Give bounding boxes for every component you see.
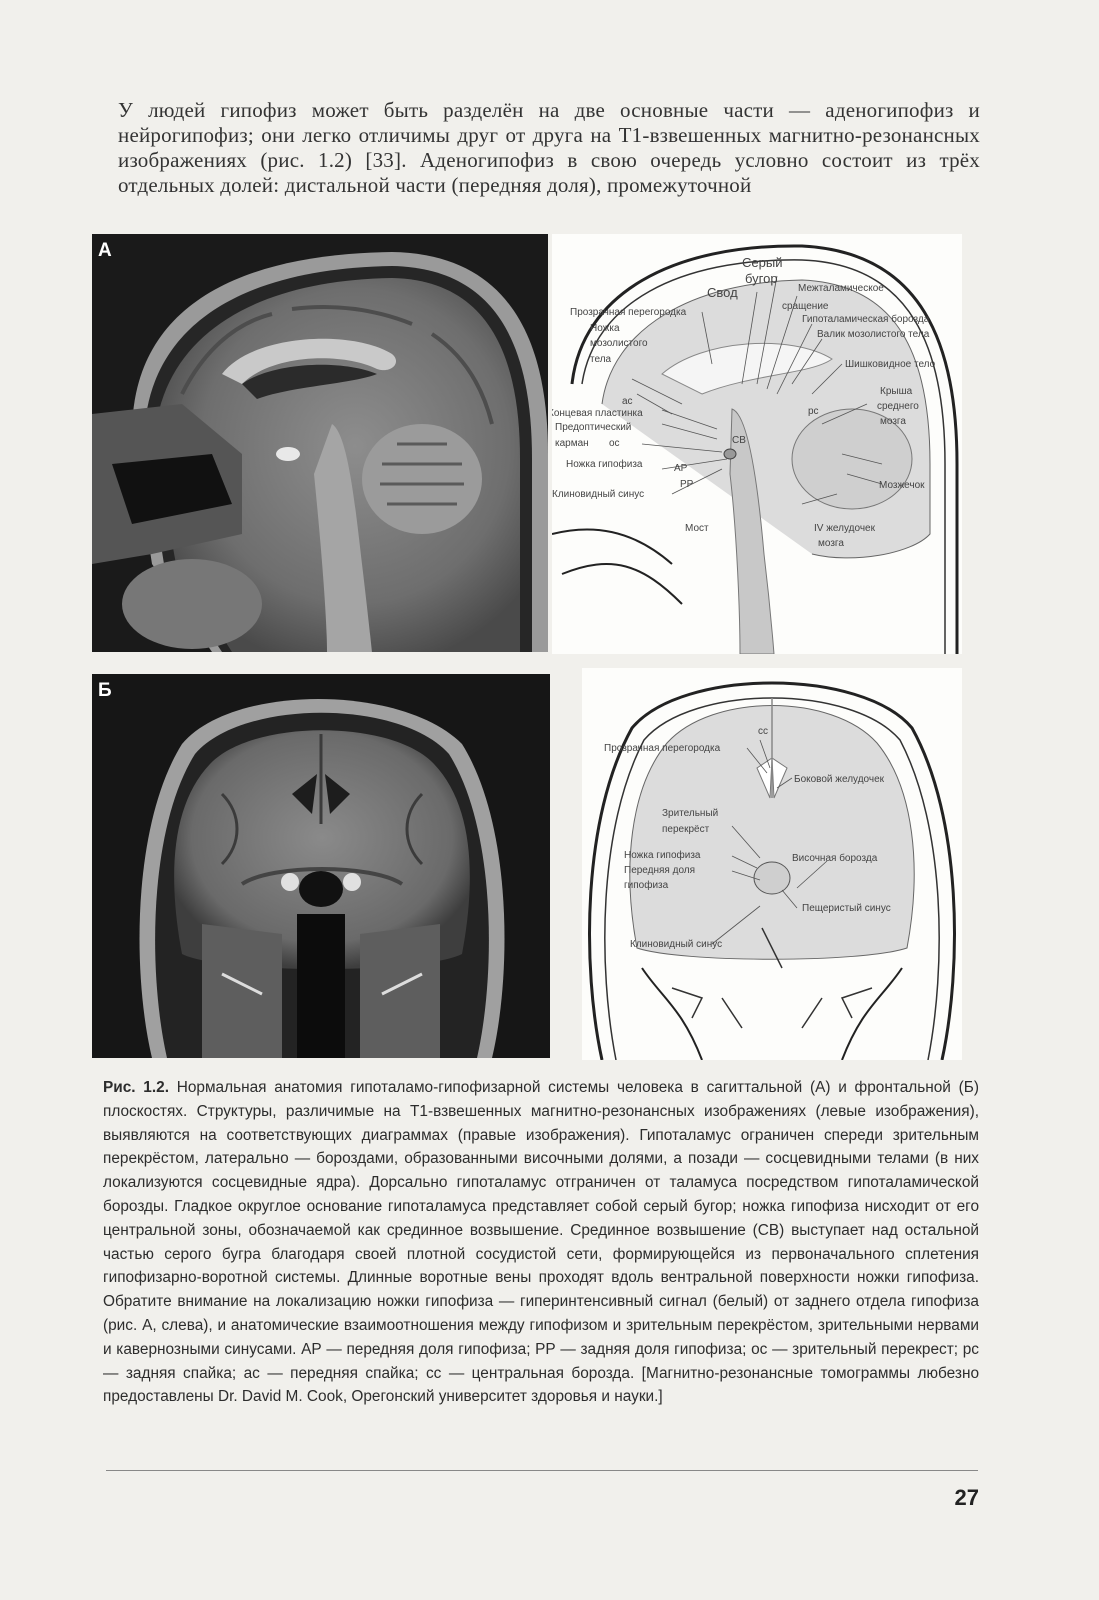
- label-zrit-2: перекрёст: [662, 824, 710, 835]
- label-pesch: Пещеристый синус: [802, 903, 891, 914]
- diagram-sagittal-drawing: [552, 234, 962, 654]
- label-mozzhechok: Мозжечок: [879, 480, 925, 491]
- mri-coronal-drawing: [92, 674, 550, 1058]
- label-gipotalam-boroz: Гипоталамическая борозда: [802, 314, 930, 325]
- label-iv-1: IV желудочек: [814, 523, 875, 534]
- mri-sagittal-image: [92, 234, 548, 652]
- label-klin: Клиновидный синус: [552, 489, 645, 500]
- label-pp: РР: [680, 479, 694, 490]
- page-number: 27: [954, 1485, 979, 1510]
- label-nozhka-gip: Ножка гипофиза: [566, 459, 643, 470]
- label-most: Мост: [685, 523, 709, 534]
- label-peredn-2: гипофиза: [624, 880, 669, 891]
- label-krysha-3: мозга: [880, 416, 906, 427]
- footer-rule: [106, 1470, 978, 1471]
- label-svod: Свод: [707, 285, 738, 300]
- label-shishkovid: Шишковидное тело: [845, 359, 936, 370]
- label-zrit-1: Зрительный: [662, 808, 719, 819]
- label-srashchenie: сращение: [782, 301, 829, 312]
- figure-caption-text: Нормальная анатомия гипоталамо-гипофизарной системы человека в сагиттальной (А) и фронтальной (Б) плоскостях. Структуры, различимые на Т1-взвешенных магнитно-резонансных изображениях (левые изображения), выявляются на соответствующих диаграммах (правые изображения). Гипоталамус ограничен спереди зрительным перекрёстом, латерально — бороздами, образованными височными долями, а позади — сосцевидными телами (в них локализуются сосцевидные ядра). Дорсально гипоталамус отграничен от таламуса посредством гипоталамической борозды. Гладкое округлое основание гипоталамуса представляет собой серый бугор; ножка гипофиза нисходит от его центральной зоны, обозначаемой как срединное возвышение. Срединное возвышение (СВ) выступает над остальной частью серого бугра благодаря своей плотной сосудистой сети, формирующейся из первоначального сплетения гипофизарно-воротной системы. Длинные воротные вены проходят вдоль вентральной поверхности ножки гипофиза. Обратите внимание на локализацию ножки гипофиза — гиперинтенсивный сигнал (белый) от заднего отдела гипофиза (рис. А, слева), и анатомические взаимоотношения между гипофизом и зрительным перекрёстом, зрительными нервами и кавернозными синусами. АР — передняя доля гипофиза; РР — задняя доля гипофиза; ос — зрительный перекрест; рс — задняя спайка; ас — передняя спайка; сс — центральная борозда. [Магнитно-резонансные томограммы любезно предоставлены Dr. David M. Cook, Орегонский университет здоровья и науки.]: [103, 1079, 979, 1406]
- label-pc: рс: [808, 406, 819, 417]
- figure-caption: [103, 1076, 979, 1409]
- label-ap: АР: [674, 463, 688, 474]
- label-nozhka-moz-1: Ножка: [590, 323, 620, 334]
- label-ac: ас: [622, 396, 633, 407]
- panel-letter-b: Б: [98, 680, 112, 701]
- label-valik: Валик мозолистого тела: [817, 329, 930, 340]
- label-bugor: бугор: [745, 271, 778, 286]
- label-krysha-2: среднего: [877, 401, 919, 412]
- label-cb: СВ: [732, 435, 746, 446]
- label-predopt-1: Предоптический: [555, 422, 632, 433]
- label-iv-2: мозга: [818, 538, 844, 549]
- label-klin-b: Клиновидный синус: [630, 939, 723, 950]
- diagram-sagittal: [552, 234, 962, 654]
- diagram-coronal-drawing: [582, 668, 962, 1060]
- label-predopt-2: карман: [555, 438, 589, 449]
- diagram-coronal: [582, 668, 962, 1060]
- label-nozhka-b: Ножка гипофиза: [624, 850, 701, 861]
- label-oc: ос: [609, 438, 620, 449]
- label-krysha-1: Крыша: [880, 386, 913, 397]
- label-prozrach: Прозрачная перегородка: [570, 307, 687, 318]
- label-mezhtalam: Межталамическое: [798, 283, 884, 294]
- figure-caption-label: Рис. 1.2.: [103, 1079, 169, 1096]
- label-peredn-1: Передняя доля: [624, 865, 696, 876]
- label-nozhka-moz-2: мозолистого: [590, 338, 648, 349]
- intro-paragraph: У людей гипофиз может быть разделён на две основные части — аденогипофиз и нейрогипофиз; они легко отличимы друг от друга на Т1-взвешенных магнитно-резонансных изображениях (рис. 1.2) [33]. Аденогипофиз в свою очередь условно состоит из трёх отдельных долей: дистальной части (передняя доля), промежуточной: [118, 98, 980, 197]
- mri-coronal-image: [92, 674, 550, 1058]
- mri-sagittal-drawing: [92, 234, 548, 652]
- label-konc: Концевая пластинка: [552, 408, 643, 419]
- label-nozhka-moz-3: тела: [590, 354, 612, 365]
- label-cc: сс: [758, 726, 768, 737]
- label-bokovoi: Боковой желудочек: [794, 774, 885, 785]
- label-prozrach-b: Прозрачная перегородка: [604, 743, 721, 754]
- label-seryi: Серый: [742, 255, 783, 270]
- panel-letter-a: А: [98, 240, 112, 261]
- label-visoch: Височная борозда: [792, 853, 878, 864]
